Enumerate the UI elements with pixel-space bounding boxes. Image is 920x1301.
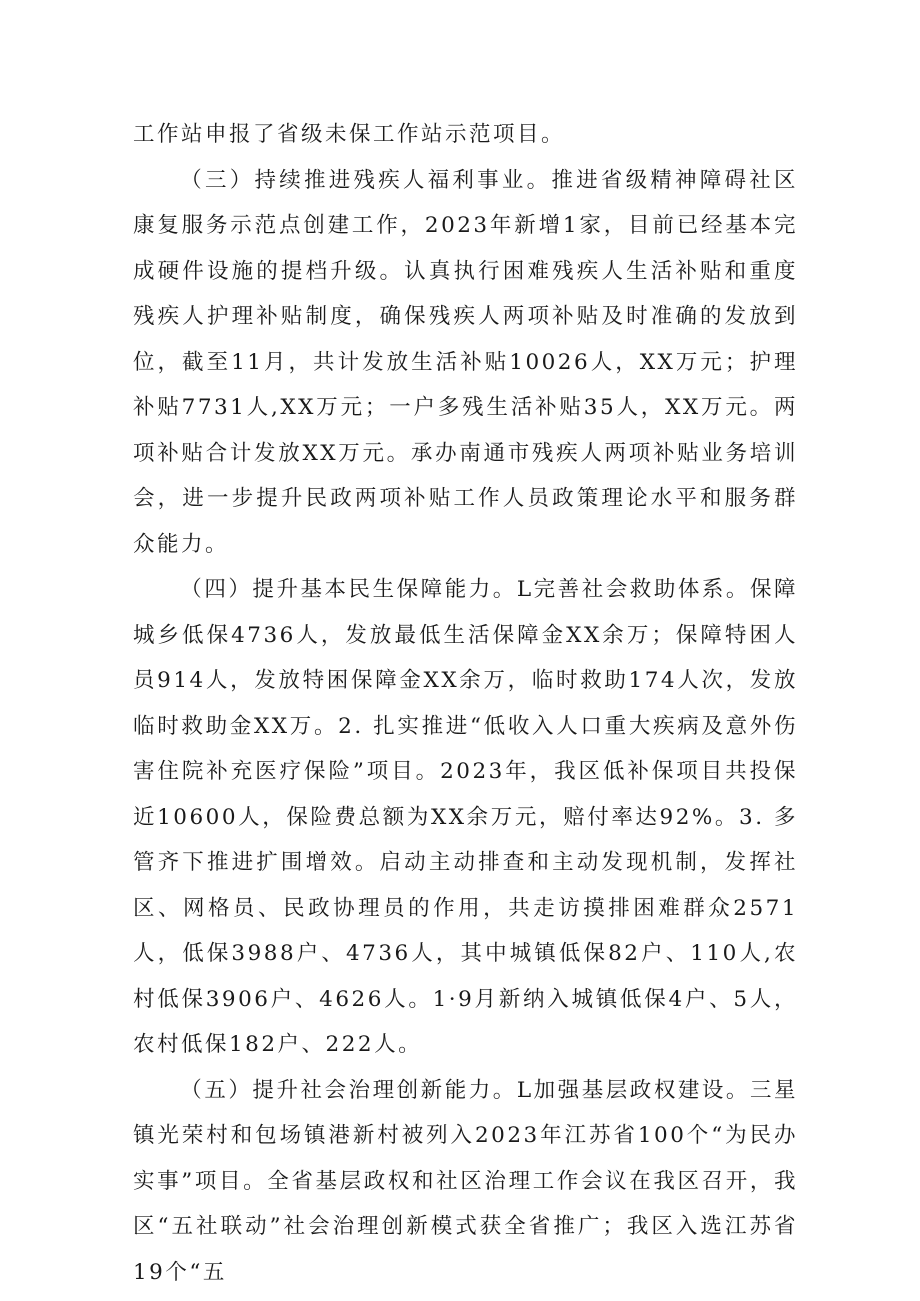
paragraph-continuation: 工作站申报了省级未保工作站示范项目。 (133, 122, 566, 147)
document-body (133, 112, 798, 1295)
paragraph-disability-welfare: （三）持续推进残疾人福利事业。推进省级精神障碍社区康复服务示范点创建工作，2023年新增1家，目前已经基本完成硬件设施的提档升级。认真执行困难残疾人生活补贴和重度残疾人护理补贴制度，确保残疾人两项补贴及时准确的发放到位，截至11月，共计发放生活补贴10026人，XX万元；护理补贴7731人,XX万元；一户多残生活补贴35人，XX万元。两项补贴合计发放XX万元。承办南通市残疾人两项补贴业务培训会，进一步提升民政两项补贴工作人员政策理论水平和服务群众能力。 (133, 167, 798, 557)
paragraph-livelihood-security: （四）提升基本民生保障能力。L完善社会救助体系。保障城乡低保4736人，发放最低生活保障金XX余万；保障特困人员914人，发放特困保障金XX余万，临时救助174人次，发放临时救助金XX万。2. 扎实推进“低收入人口重大疾病及意外伤害住院补充医疗保险”项目。2023年，我区低补保项目共投保近10600人，保险费总额为XX余万元，赔付率达92%。3. 多管齐下推进扩围增效。启动主动排查和主动发现机制，发挥社区、网格员、民政协理员的作用，共走访摸排困难群众2571人，低保3988户、4736人，其中城镇低保82户、110人,农村低保3906户、4626人。1·9月新纳入城镇低保4户、5人，农村低保182户、222人。 (133, 577, 798, 1057)
paragraph-social-governance: （五）提升社会治理创新能力。L加强基层政权建设。三星镇光荣村和包场镇港新村被列入2023年江苏省100个“为民办实事”项目。全省基层政权和社区治理工作会议在我区召开，我区“五社联动”社会治理创新模式获全省推广；我区入选江苏省19个“五 (133, 1077, 798, 1285)
